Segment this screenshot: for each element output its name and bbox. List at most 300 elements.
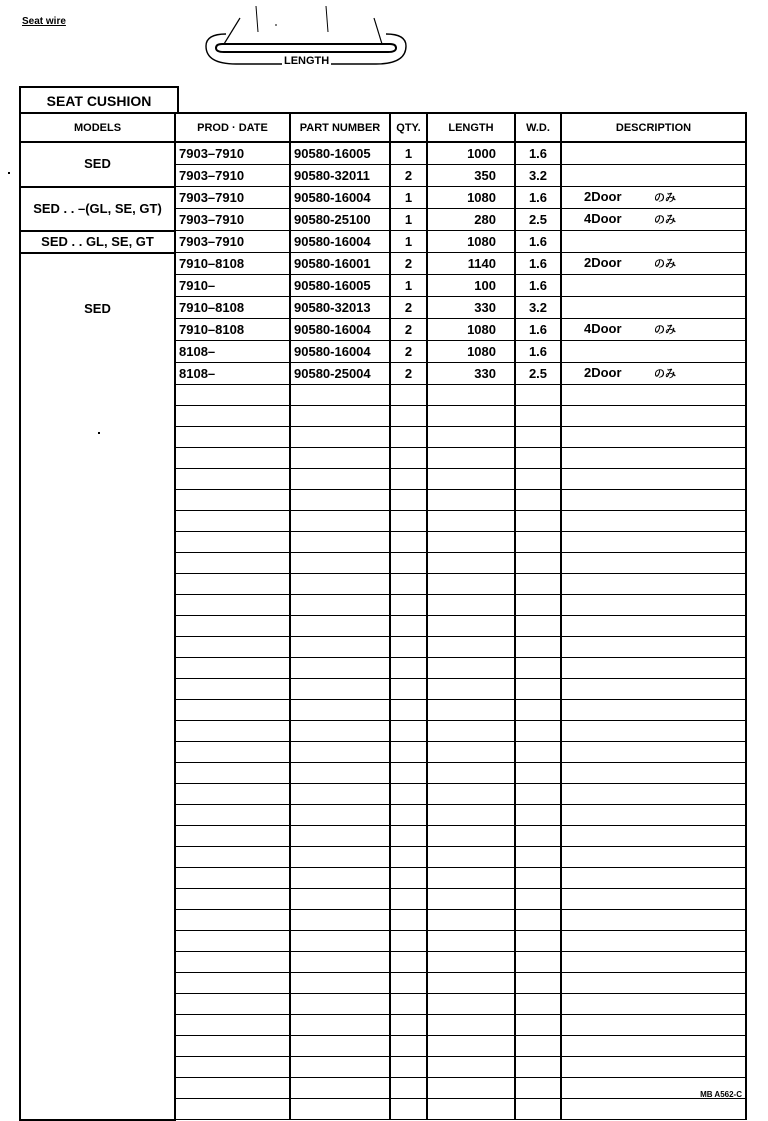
part-cell [290,469,390,490]
description-cell [561,165,746,187]
qty-cell [390,637,427,658]
wd-cell [515,868,561,889]
description-cell [561,209,746,231]
description-cell [561,742,746,763]
date-cell: 8108– [175,341,290,363]
length-cell [427,868,515,889]
table-row [20,142,746,165]
date-cell [175,805,290,826]
part-cell [290,511,390,532]
date-cell [175,616,290,637]
qty-cell [390,406,427,427]
qty-cell [390,931,427,952]
length-cell [427,721,515,742]
date-cell [175,763,290,784]
description-cell [561,469,746,490]
part-cell [290,910,390,931]
length-cell [427,931,515,952]
scan-mark [8,172,10,174]
date-cell [175,469,290,490]
length-cell [427,805,515,826]
date-cell: 7903–7910 [175,187,290,209]
door-note: のみ [654,368,676,380]
description-cell [561,973,746,994]
part-cell [290,994,390,1015]
date-cell [175,994,290,1015]
length-cell: 330 [427,363,515,385]
length-cell [427,847,515,868]
column-header: QTY. [390,113,427,142]
wd-cell: 2.5 [515,363,561,385]
qty-cell [390,826,427,847]
length-cell [427,952,515,973]
description-cell [561,231,746,253]
qty-cell [390,1078,427,1099]
qty-cell [390,952,427,973]
part-cell [290,448,390,469]
part-cell [290,1015,390,1036]
description-cell [561,889,746,910]
description-cell [561,868,746,889]
description-cell [561,595,746,616]
wd-cell [515,847,561,868]
wd-cell [515,784,561,805]
length-cell: 1140 [427,253,515,275]
door-note: のみ [654,192,676,204]
date-cell [175,847,290,868]
date-cell [175,679,290,700]
wd-cell [515,994,561,1015]
length-cell [427,1057,515,1078]
door-note: のみ [654,258,676,270]
date-cell [175,868,290,889]
length-cell [427,742,515,763]
length-cell [427,490,515,511]
qty-cell [390,700,427,721]
length-cell [427,406,515,427]
header-row [20,113,746,142]
description-cell [561,341,746,363]
length-cell: 330 [427,297,515,319]
wd-cell [515,1057,561,1078]
part-cell [290,868,390,889]
date-cell [175,1099,290,1120]
qty-cell: 1 [390,187,427,209]
wd-cell: 2.5 [515,209,561,231]
part-cell [290,1036,390,1057]
length-cell [427,427,515,448]
description-cell [561,658,746,679]
qty-cell [390,805,427,826]
date-cell: 7910– [175,275,290,297]
date-cell: 7903–7910 [175,209,290,231]
part-cell: 90580-32013 [290,297,390,319]
description-cell [561,700,746,721]
qty-cell [390,448,427,469]
qty-cell [390,511,427,532]
part-cell [290,532,390,553]
qty-cell [390,658,427,679]
length-cell: 100 [427,275,515,297]
part-cell [290,742,390,763]
length-cell [427,1015,515,1036]
description-cell [561,427,746,448]
wd-cell [515,826,561,847]
wd-cell [515,721,561,742]
wd-cell [515,448,561,469]
description-cell [561,385,746,406]
part-cell [290,385,390,406]
wd-cell [515,889,561,910]
date-cell [175,511,290,532]
date-cell: 7903–7910 [175,165,290,187]
qty-cell: 1 [390,209,427,231]
part-cell [290,1099,390,1120]
wd-cell: 1.6 [515,275,561,297]
description-cell [561,553,746,574]
length-cell [427,511,515,532]
date-cell: 7903–7910 [175,231,290,253]
length-cell [427,574,515,595]
date-cell [175,658,290,679]
date-cell [175,490,290,511]
section-title: SEAT CUSHION [19,86,179,112]
description-cell [561,910,746,931]
description-cell [561,297,746,319]
column-header: DESCRIPTION [561,113,746,142]
parts-table [19,112,747,1121]
part-cell [290,826,390,847]
wd-cell [515,658,561,679]
wd-cell [515,532,561,553]
qty-cell: 2 [390,363,427,385]
wd-cell: 1.6 [515,341,561,363]
wd-cell [515,469,561,490]
length-label: LENGTH [284,55,330,67]
date-cell [175,406,290,427]
table-row [20,231,746,253]
part-cell [290,889,390,910]
wd-cell [515,1015,561,1036]
qty-cell: 1 [390,275,427,297]
length-cell [427,889,515,910]
qty-cell [390,763,427,784]
qty-cell: 2 [390,165,427,187]
part-cell: 90580-16004 [290,341,390,363]
date-cell [175,889,290,910]
description-cell [561,721,746,742]
description-cell [561,1057,746,1078]
part-cell: 90580-32011 [290,165,390,187]
wd-cell [515,595,561,616]
wd-cell [515,406,561,427]
part-cell [290,931,390,952]
table-row [20,187,746,209]
part-cell [290,1057,390,1078]
date-cell: 8108– [175,363,290,385]
length-cell [427,910,515,931]
length-cell: 1080 [427,187,515,209]
qty-cell [390,994,427,1015]
description-cell [561,931,746,952]
part-cell [290,637,390,658]
qty-cell [390,1057,427,1078]
qty-cell [390,532,427,553]
date-cell [175,637,290,658]
part-cell: 90580-16005 [290,142,390,165]
description-cell [561,637,746,658]
description-cell [561,406,746,427]
description-cell [561,319,746,341]
part-cell: 90580-25100 [290,209,390,231]
part-cell [290,490,390,511]
column-header: MODELS [20,113,175,142]
description-cell [561,490,746,511]
qty-cell [390,1036,427,1057]
part-cell: 90580-16004 [290,231,390,253]
qty-cell [390,847,427,868]
length-cell [427,658,515,679]
wd-cell: 1.6 [515,187,561,209]
table-body [20,142,746,1120]
part-cell: 90580-16005 [290,275,390,297]
length-cell [427,826,515,847]
door-type: 4Door [584,211,622,226]
date-cell [175,952,290,973]
wd-cell [515,511,561,532]
date-cell [175,784,290,805]
date-cell: 7910–8108 [175,253,290,275]
date-cell [175,553,290,574]
part-cell [290,1078,390,1099]
description-cell [561,826,746,847]
wd-cell [515,385,561,406]
column-header: W.D. [515,113,561,142]
qty-cell: 2 [390,253,427,275]
date-cell: 7903–7910 [175,142,290,165]
description-cell [561,994,746,1015]
part-cell: 90580-25004 [290,363,390,385]
length-cell: 1080 [427,341,515,363]
description-cell [561,952,746,973]
length-cell [427,679,515,700]
description-cell [561,1015,746,1036]
part-cell [290,595,390,616]
length-cell [427,469,515,490]
qty-cell [390,868,427,889]
length-cell [427,616,515,637]
wd-cell [515,637,561,658]
footer-code: MB A562-C [700,1090,742,1099]
date-cell [175,532,290,553]
date-cell [175,931,290,952]
length-cell: 1080 [427,319,515,341]
wd-cell [515,427,561,448]
part-cell [290,721,390,742]
wd-cell [515,490,561,511]
qty-cell [390,427,427,448]
qty-cell [390,553,427,574]
part-cell [290,952,390,973]
column-header: LENGTH [427,113,515,142]
description-cell [561,253,746,275]
length-cell: 1000 [427,142,515,165]
qty-cell [390,469,427,490]
qty-cell [390,742,427,763]
date-cell [175,574,290,595]
part-cell [290,406,390,427]
part-cell [290,805,390,826]
date-cell [175,595,290,616]
model-cell: SED . . –(GL, SE, GT) [20,187,175,231]
qty-cell: 2 [390,319,427,341]
description-cell [561,363,746,385]
length-cell: 1080 [427,231,515,253]
date-cell [175,1057,290,1078]
column-header: PART NUMBER [290,113,390,142]
part-cell [290,679,390,700]
door-type: 2Door [584,255,622,270]
length-cell [427,994,515,1015]
part-cell [290,658,390,679]
date-cell [175,427,290,448]
date-cell [175,448,290,469]
wd-cell: 1.6 [515,253,561,275]
wd-cell [515,973,561,994]
qty-cell [390,1015,427,1036]
length-cell [427,763,515,784]
description-cell [561,511,746,532]
length-cell [427,637,515,658]
description-cell [561,187,746,209]
model-cell: SED [20,253,175,1120]
part-cell: 90580-16004 [290,319,390,341]
description-cell [561,679,746,700]
wd-cell [515,1099,561,1120]
qty-cell [390,973,427,994]
part-cell [290,847,390,868]
length-cell [427,553,515,574]
model-cell: SED [20,142,175,187]
qty-cell: 2 [390,341,427,363]
date-cell [175,1036,290,1057]
part-cell [290,763,390,784]
part-cell [290,427,390,448]
date-cell [175,742,290,763]
length-cell: 350 [427,165,515,187]
qty-cell [390,616,427,637]
description-cell [561,805,746,826]
description-cell [561,142,746,165]
wd-cell [515,679,561,700]
wd-cell [515,910,561,931]
date-cell [175,700,290,721]
column-header: PROD · DATE [175,113,290,142]
description-cell [561,532,746,553]
part-cell [290,616,390,637]
door-type: 2Door [584,189,622,204]
wd-cell [515,805,561,826]
length-cell [427,532,515,553]
seat-cushion-sheet [19,86,745,1086]
qty-cell: 2 [390,297,427,319]
model-cell: SED . . GL, SE, GT [20,231,175,253]
qty-cell: 1 [390,142,427,165]
qty-cell: 1 [390,231,427,253]
wd-cell [515,700,561,721]
door-type: 4Door [584,321,622,336]
part-cell: 90580-16001 [290,253,390,275]
date-cell [175,721,290,742]
date-cell [175,385,290,406]
part-cell [290,553,390,574]
part-cell [290,973,390,994]
length-cell [427,700,515,721]
qty-cell [390,385,427,406]
description-cell [561,616,746,637]
part-cell [290,700,390,721]
part-cell: 90580-16004 [290,187,390,209]
length-cell [427,595,515,616]
door-type: 2Door [584,365,622,380]
wd-cell [515,574,561,595]
door-note: のみ [654,324,676,336]
length-cell [427,973,515,994]
wd-cell [515,1036,561,1057]
date-cell [175,1015,290,1036]
length-cell [427,1036,515,1057]
length-cell [427,385,515,406]
qty-cell [390,784,427,805]
seat-wire-label: Seat wire [22,16,66,27]
description-cell [561,1036,746,1057]
date-cell [175,910,290,931]
qty-cell [390,889,427,910]
wd-cell: 3.2 [515,297,561,319]
table-row [20,253,746,275]
qty-cell [390,679,427,700]
length-cell [427,1099,515,1120]
qty-cell [390,490,427,511]
length-cell [427,1078,515,1099]
date-cell: 7910–8108 [175,319,290,341]
scan-mark [98,432,100,434]
wd-cell: 1.6 [515,231,561,253]
wd-cell [515,616,561,637]
description-cell [561,1099,746,1120]
description-cell [561,763,746,784]
wd-cell [515,1078,561,1099]
date-cell: 7910–8108 [175,297,290,319]
qty-cell [390,721,427,742]
date-cell [175,826,290,847]
qty-cell [390,910,427,931]
date-cell [175,1078,290,1099]
wd-cell: 3.2 [515,165,561,187]
wd-cell [515,742,561,763]
part-cell [290,784,390,805]
description-cell [561,847,746,868]
qty-cell [390,595,427,616]
wd-cell: 1.6 [515,319,561,341]
description-cell [561,574,746,595]
door-note: のみ [654,214,676,226]
description-cell [561,784,746,805]
wd-cell [515,931,561,952]
qty-cell [390,574,427,595]
description-cell [561,448,746,469]
length-cell [427,784,515,805]
